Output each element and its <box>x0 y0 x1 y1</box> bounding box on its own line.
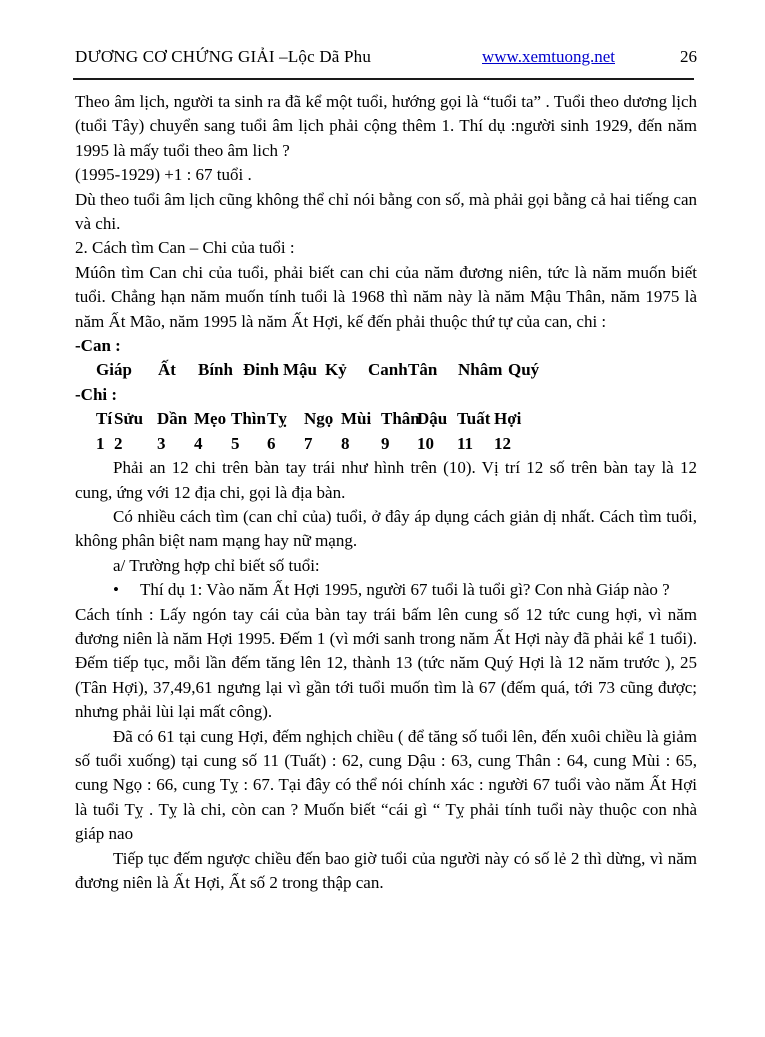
paragraph-tiep-tuc: Tiếp tục đếm ngược chiều đến bao giờ tuổi của người này có số lẻ 2 thì dừng, vì năm đương niên là Ất Hợi, Ất số 2 trong thập can. <box>75 848 697 892</box>
paragraph-two-names: Dù theo tuổi âm lịch cũng không thể chỉ nói bằng con số, mà phải gọi bằng cả hai tiếng can và chi. <box>75 189 697 234</box>
chi-cell: Hợi <box>494 409 522 429</box>
paragraph-cach-tinh: Cách tính : Lấy ngón tay cái của bàn tay trái bấm lên cung số 12 tức cung hợi, vì năm đương niên là năm Hợi 1995. Đếm 1 (vì mới sanh trong năm Ất Hợi này đã phải kể 1 tuổi). Đếm tiếp tục, mỗi lần đếm tăng lên 12, thành 13 (tức năm Quý Hợi là 12 năm trước ), 25 (Tân Hợi), 37,49,61 ngưng lại vì gần tới tuổi muốn tìm là 67 (đếm quá, tới 73 cũng được; nhưng phải lùi lại mất công). <box>75 604 697 722</box>
bullet-item-text: Thí dụ 1: Vào năm Ất Hợi 1995, người 67 tuổi là tuổi gì? Con nhà Giáp nào ? <box>140 580 670 600</box>
document-page <box>0 47 765 1037</box>
chi-cell: Tí <box>96 409 113 429</box>
can-cell: Tân <box>408 360 438 380</box>
paragraph-da-co: Đã có 61 tại cung Hợi, đếm nghịch chiều ( để tăng số tuổi lên, đến xuôi chiều là giảm số tuổi xuống) tại cung số 11 (Tuất) : 62, cung Dậu : 63, cung Thân : 64, cung Mùi : 65, cung Ngọ : 66, cung Tỵ : 67. Tại đây có thể nói chính xác : người 67 tuổi vào năm Ất Hợi là tuổi Tỵ . Tỵ là chi, còn can ? Muốn biết “cái gì “ Tỵ phải tính tuổi này thuộc con nhà giáp nao <box>75 726 697 844</box>
chi-number-cell: 4 <box>194 433 203 453</box>
chi-cell: Tuất <box>457 409 491 429</box>
chi-number-cell: 5 <box>231 433 240 453</box>
chi-number-cell: 6 <box>267 433 276 453</box>
header-divider <box>73 78 694 80</box>
can-cell: Nhâm <box>458 360 503 380</box>
chi-number-cell: 12 <box>494 433 511 453</box>
bullet-item <box>113 578 697 602</box>
header-title: DƯƠNG CƠ CHỨNG GIẢI –Lộc Dã Phu <box>75 47 372 66</box>
can-cell: Đinh <box>243 360 279 380</box>
chi-cell: Dậu <box>417 409 448 429</box>
can-cell: Quý <box>508 360 540 380</box>
paragraph-formula: (1995-1929) +1 : 67 tuổi . <box>75 165 252 185</box>
can-label: -Can : <box>75 336 121 356</box>
chi-cell: Thân <box>381 409 420 429</box>
page-header <box>75 47 697 67</box>
list-item-2: 2. Cách tìm Can – Chi của tuổi : <box>75 238 295 258</box>
chi-number-cell: 2 <box>114 433 123 453</box>
can-cell: Canh <box>368 360 408 380</box>
can-cell: Giáp <box>96 360 132 380</box>
can-cell: Mậu <box>283 360 317 380</box>
paragraph-phai-an: Phải an 12 chi trên bàn tay trái như hình trên (10). Vị trí 12 số trên bàn tay là 12 cung, ứng với 12 địa chi, gọi là địa bàn. <box>75 458 697 502</box>
bullet-icon: • <box>113 580 119 600</box>
can-cell: Kỷ <box>325 360 347 380</box>
chi-cell: Tỵ <box>267 409 287 429</box>
chi-cell: Ngọ <box>304 409 334 429</box>
chi-label: -Chi : <box>75 384 118 404</box>
can-cell: Bính <box>198 360 233 380</box>
case-a-heading: a/ Trường hợp chỉ biết số tuổi: <box>113 555 320 575</box>
can-row <box>96 358 697 382</box>
chi-cell: Sửu <box>114 409 144 429</box>
chi-cell: Mùi <box>341 409 372 429</box>
chi-cell: Thìn <box>231 409 266 429</box>
chi-number-cell: 11 <box>457 433 474 453</box>
paragraph-co-nhieu: Có nhiều cách tìm (can chỉ của) tuổi, ở đây áp dụng cách giản dị nhất. Cách tìm tuổi, không phân biệt nam mạng hay nữ mạng. <box>75 506 697 551</box>
chi-number-cell: 9 <box>381 433 390 453</box>
chi-number-cell: 7 <box>304 433 313 453</box>
chi-number-cell: 10 <box>417 433 434 453</box>
document-body <box>75 90 697 895</box>
chi-number-cell: 3 <box>157 433 166 453</box>
page-number: 26 <box>680 47 697 66</box>
can-cell: Ất <box>158 360 176 380</box>
paragraph-intro: Theo âm lịch, người ta sinh ra đã kể một tuổi, hướng gọi là “tuổi ta” . Tuổi theo dương lịch (tuổi Tây) chuyển sang tuổi âm lịch phải cộng thêm 1. Thí dụ :người sinh 1929, đến năm 1995 là mấy tuổi theo âm lich ? <box>75 92 697 160</box>
chi-number-row <box>96 432 697 456</box>
chi-number-cell: 1 <box>96 433 105 453</box>
chi-cell: Dần <box>157 409 188 429</box>
header-link[interactable]: www.xemtuong.net <box>482 47 615 66</box>
chi-cell: Mẹo <box>194 409 227 429</box>
chi-row <box>96 407 697 431</box>
paragraph-muon: Múôn tìm Can chi của tuổi, phải biết can chi của năm đương niên, tức là năm muốn biết tuổi. Chẳng hạn năm muốn tính tuổi là 1968 thì năm này là năm Mậu Thân, năm 1975 là năm Ất Mão, năm 1995 là năm Ất Hợi, kế đến phải thuộc thứ tự của can, chi : <box>75 262 697 331</box>
chi-number-cell: 8 <box>341 433 350 453</box>
